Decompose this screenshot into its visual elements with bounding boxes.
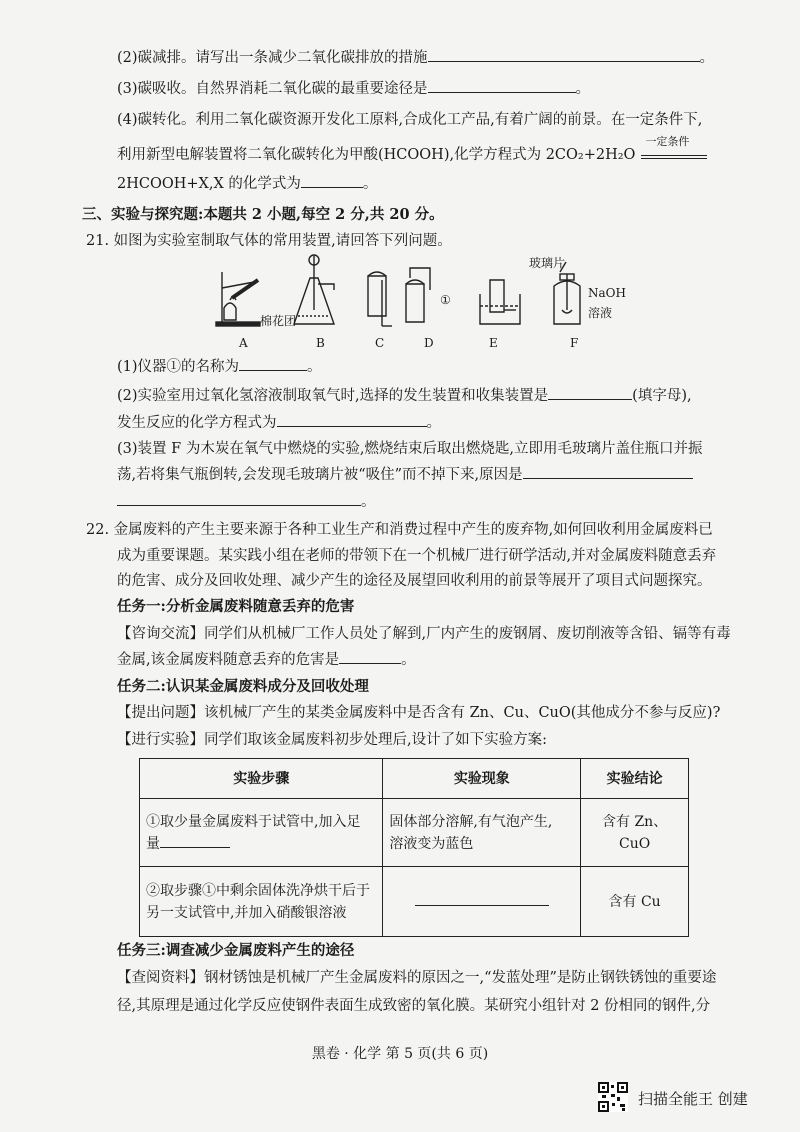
q21-stem: 21. 如图为实验室制取气体的常用装置,请回答下列问题。: [86, 233, 452, 249]
answer-blank[interactable]: [117, 492, 361, 506]
q21-3-blank-line: 。: [117, 492, 376, 512]
step-text: ②取步骤①中剩余固体洗净烘干后于: [146, 882, 370, 899]
step-cell: [140, 867, 383, 937]
phenomenon-text: 溶液变为蓝色: [389, 835, 474, 852]
consult-1: 【咨询交流】同学们从机械厂工作人员处了解到,厂内产生的废钢屑、废切削液等含铅、镉等有毒: [117, 626, 731, 642]
header-conclusion: 实验结论: [581, 759, 689, 799]
apparatus-label-c: C: [375, 336, 385, 350]
task-3-title: 任务三:调查减少金属废料产生的途径: [117, 942, 355, 959]
apparatus-label-d: D: [424, 336, 434, 350]
step-text: 另一支试管中,并加入硝酸银溶液: [146, 904, 347, 921]
apparatus-b: [294, 255, 334, 324]
consult-2: 金属,该金属废料随意丢弃的危害是 。: [117, 652, 416, 668]
phenomenon-cell: [383, 867, 581, 937]
q21-3: (3)装置 F 为木炭在氧气中燃烧的实验,燃烧结束后取出燃烧匙,立即用毛玻璃片盖住瓶口并振: [117, 441, 703, 457]
q20-4-equation: [117, 135, 707, 165]
info-1: 【查阅资料】钢材锈蚀是机械厂产生金属废料的原因之一,“发蓝处理”是防止钢铁锈蚀的重要途: [117, 970, 717, 986]
q22-stem-3: 的危害、成分及回收处理、减少产生的途径及展望回收利用的前景等展开了项目式问题探究。: [117, 573, 712, 589]
apparatus-label-e: E: [489, 336, 498, 350]
apparatus-label-b: B: [316, 336, 325, 350]
formula-question: 2HCOOH+X,X 的化学式为: [117, 176, 301, 192]
consult-text: 金属,该金属废料随意丢弃的危害是: [117, 652, 340, 668]
answer-blank[interactable]: [239, 357, 307, 371]
q21-1-text: (1)仪器①的名称为: [117, 359, 240, 375]
q21-2-equation-text: 发生反应的化学方程式为: [117, 415, 277, 431]
conclusion-cell: 含有 Zn、CuO: [581, 799, 689, 867]
q20-3-text: (3)碳吸收。自然界消耗二氧化碳的最重要途径是: [117, 81, 428, 97]
apparatus-e: [480, 280, 520, 324]
task-2-title: 任务二:认识某金属废料成分及回收处理: [117, 678, 369, 695]
step-text: ①取少量金属废料于试管中,加入足: [146, 813, 361, 830]
qr-code-icon: [598, 1082, 628, 1112]
q20-4: (4)碳转化。利用二氧化碳资源开发化工原料,合成化工产品,有着广阔的前景。在一定条件下,: [117, 112, 703, 128]
phenomenon-cell: [383, 799, 581, 867]
question-line: 【提出问题】该机械厂产生的某类金属废料中是否含有 Zn、Cu、CuO(其他成分不参与反应)?: [117, 705, 721, 721]
answer-blank[interactable]: [548, 386, 632, 400]
apparatus-label-a: A: [239, 336, 248, 350]
experiment-line: 【进行实验】同学们取该金属废料初步处理后,设计了如下实验方案:: [117, 732, 547, 748]
q21-2: [117, 386, 692, 406]
apparatus-d: [406, 268, 430, 322]
q21-2-text: (2)实验室用过氧化氢溶液制取氧气时,选择的发生装置和收集装置是: [117, 388, 549, 404]
answer-blank[interactable]: [523, 465, 693, 479]
naoh-label: NaOH: [588, 286, 626, 300]
answer-blank[interactable]: [428, 48, 700, 62]
step-cell: [140, 799, 383, 867]
q20-2: (2)碳减排。请写出一条减少二氧化碳排放的措施 。: [117, 50, 715, 66]
apparatus-f: [554, 262, 580, 324]
table-header-row: [140, 759, 689, 799]
answer-blank[interactable]: [301, 174, 363, 188]
apparatus-diagram: [210, 250, 650, 350]
phenomenon-text: 固体部分溶解,有气泡产生,: [389, 813, 553, 830]
step-text: 量: [146, 835, 160, 852]
scanner-brand: 扫描全能王 创建: [638, 1090, 748, 1108]
equation-text: 利用新型电解装置将二氧化碳转化为甲酸(HCOOH),化学方程式为 2CO₂+2H₂O: [117, 147, 636, 163]
header-phenomenon: 实验现象: [383, 759, 581, 799]
reaction-condition: [641, 135, 707, 159]
condition-label: 一定条件: [645, 135, 690, 148]
q20-2-text: (2)碳减排。请写出一条减少二氧化碳排放的措施: [117, 50, 428, 66]
q22-stem-2: 成为重要课题。某实践小组在老师的带领下在一个机械厂进行研学活动,并对金属废料随意丢弃: [117, 548, 717, 564]
apparatus-c: [368, 272, 392, 326]
answer-blank[interactable]: [339, 650, 401, 664]
q21-2-equation: 发生反应的化学方程式为 。: [117, 415, 441, 431]
table-row: [140, 867, 689, 937]
q22-stem-1: 22. 金属废料的产生主要来源于各种工业生产和消费过程中产生的废弃物,如何回收利用金属废料已: [86, 522, 713, 538]
section-title: 三、实验与探究题:本题共 2 小题,每空 2 分,共 20 分。: [82, 206, 444, 223]
apparatus-label-f: F: [570, 336, 579, 350]
instrument-1-label: ①: [440, 293, 451, 307]
answer-blank[interactable]: [428, 79, 576, 93]
page-footer: 黑卷 · 化学 第 5 页(共 6 页): [311, 1046, 489, 1062]
glass-plate-label: 玻璃片: [529, 256, 566, 270]
answer-blank[interactable]: [160, 834, 230, 848]
table-row: [140, 799, 689, 867]
solution-label: 溶液: [588, 306, 613, 320]
q20-3: (3)碳吸收。自然界消耗二氧化碳的最重要途径是 。: [117, 81, 591, 97]
cotton-label: 棉花团: [260, 314, 297, 328]
experiment-table: [139, 758, 689, 937]
task-1-title: 任务一:分析金属废料随意丢弃的危害: [117, 598, 355, 615]
answer-blank[interactable]: [277, 413, 427, 427]
q20-4-answer: 2HCOOH+X,X 的化学式为 。: [117, 176, 378, 192]
info-2: 径,其原理是通过化学反应使钢件表面生成致密的氧化膜。某研究小组针对 2 份相同的钢件,分: [117, 998, 711, 1014]
q21-3-text: 荡,若将集气瓶倒转,会发现毛玻璃片被“吸住”而不掉下来,原因是: [117, 467, 523, 483]
q21-3-cont: [117, 465, 693, 485]
q21-2-hint: (填字母),: [632, 388, 692, 404]
header-step: 实验步骤: [140, 759, 383, 799]
apparatus-a: [216, 272, 260, 326]
conclusion-cell: 含有 Cu: [581, 867, 689, 937]
answer-blank[interactable]: [415, 892, 549, 906]
q21-1: (1)仪器①的名称为 。: [117, 359, 322, 375]
